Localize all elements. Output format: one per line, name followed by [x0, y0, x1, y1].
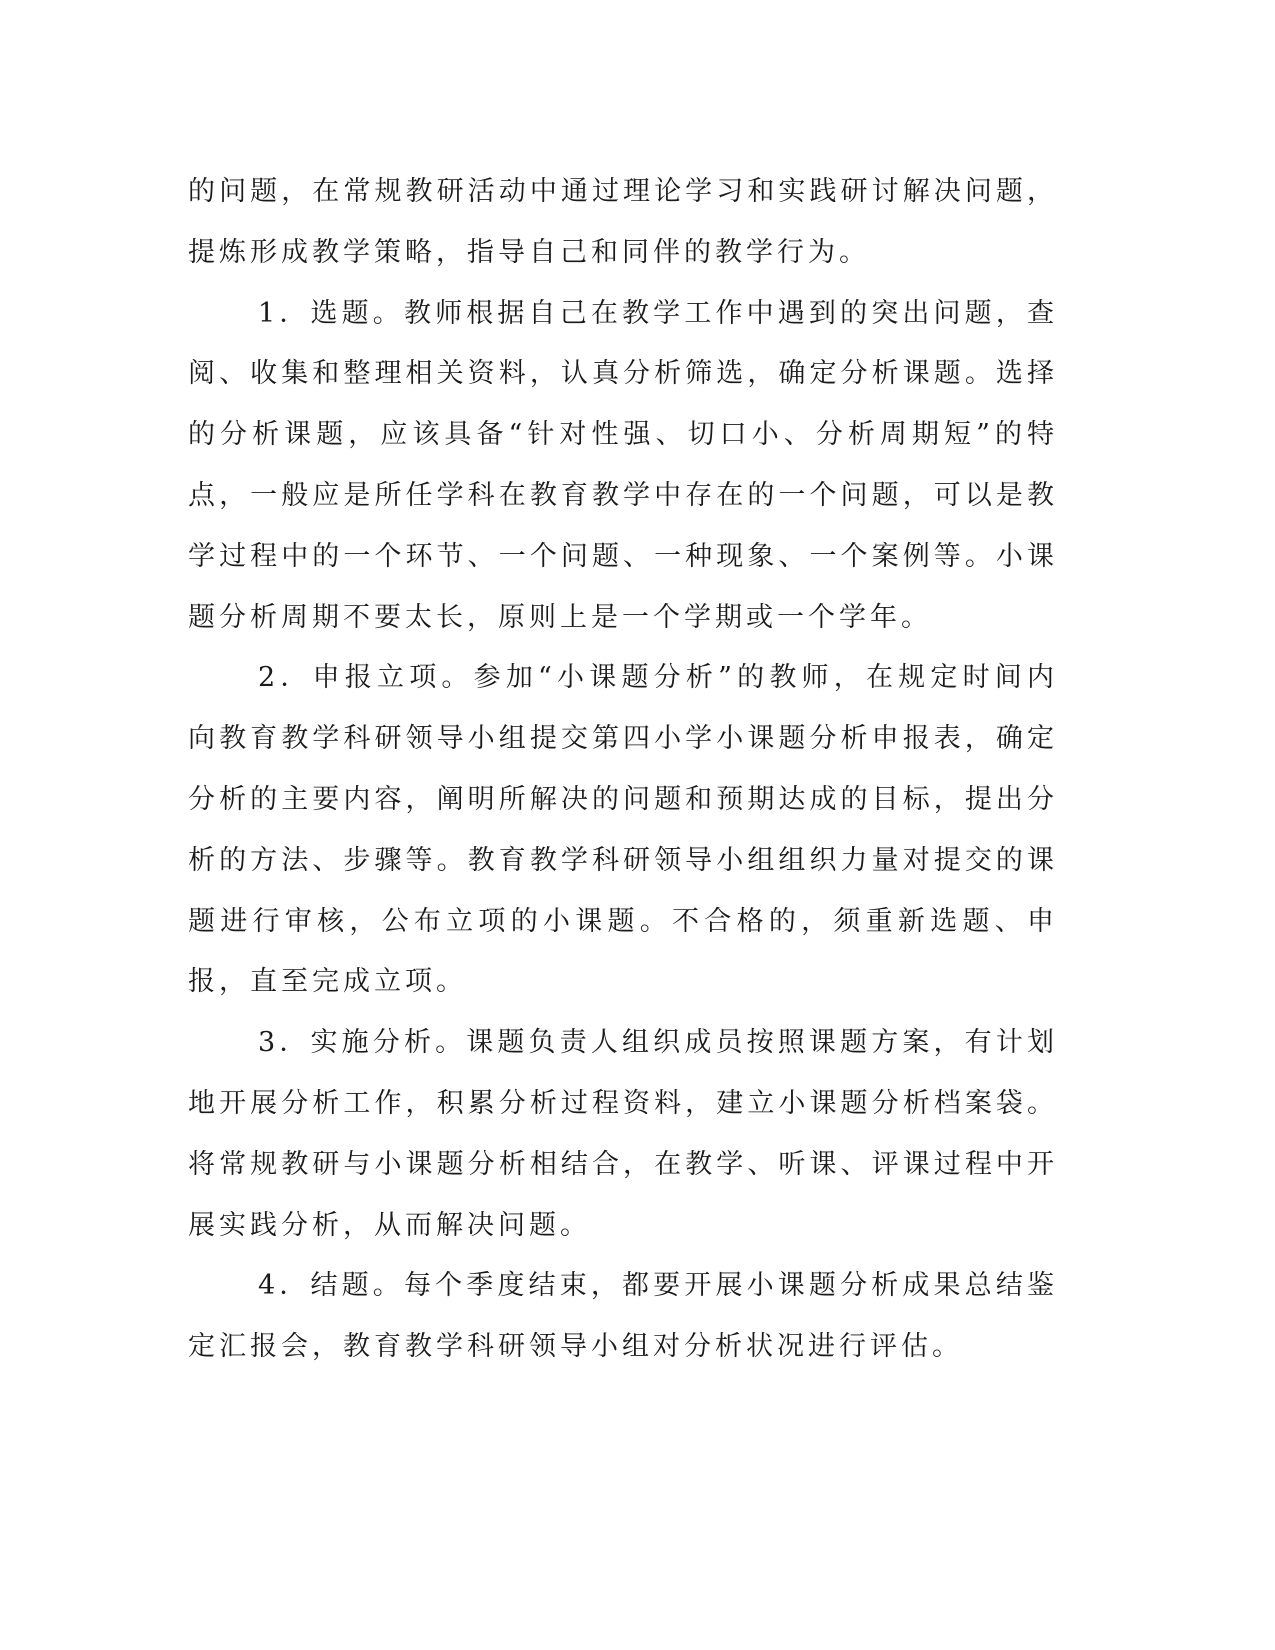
paragraph-project-application: 2．申报立项。参加“小课题分析”的教师，在规定时间内向教育教学科研领导小组提交第四小学小课题分析申报表，确定分析的主要内容，阐明所解决的问题和预期达成的目标，提出分析的方法、步骤等。教育教学科研领导小组组织力量对提交的课题进行审核，公布立项的小课题。不合格的，须重新选题、申报，直至完成立项。 — [188, 662, 1058, 998]
paragraph-implementation: 3．实施分析。课题负责人组织成员按照课题方案，有计划地开展分析工作，积累分析过程资料，建立小课题分析档案袋。将常规教研与小课题分析相结合，在教学、听课、评课过程中开展实践分析，从而解决问题。 — [188, 1027, 1058, 1241]
paragraph-continuation: 的问题，在常规教研活动中通过理论学习和实践研讨解决问题，提炼形成教学策略，指导自己和同伴的教学行为。 — [188, 176, 1058, 268]
document-body — [188, 162, 1058, 1378]
paragraph-conclusion: 4．结题。每个季度结束，都要开展小课题分析成果总结鉴定汇报会，教育教学科研领导小组对分析状况进行评估。 — [188, 1270, 1058, 1363]
paragraph-topic-selection: 1．选题。教师根据自己在教学工作中遇到的突出问题，查阅、收集和整理相关资料，认真分析筛选，确定分析课题。选择的分析课题，应该具备“针对性强、切口小、分析周期短”的特点，一般应是所任学科在教育教学中存在的一个问题，可以是教学过程中的一个环节、一个问题、一种现象、一个案例等。小课题分析周期不要太长，原则上是一个学期或一个学年。 — [188, 297, 1058, 633]
